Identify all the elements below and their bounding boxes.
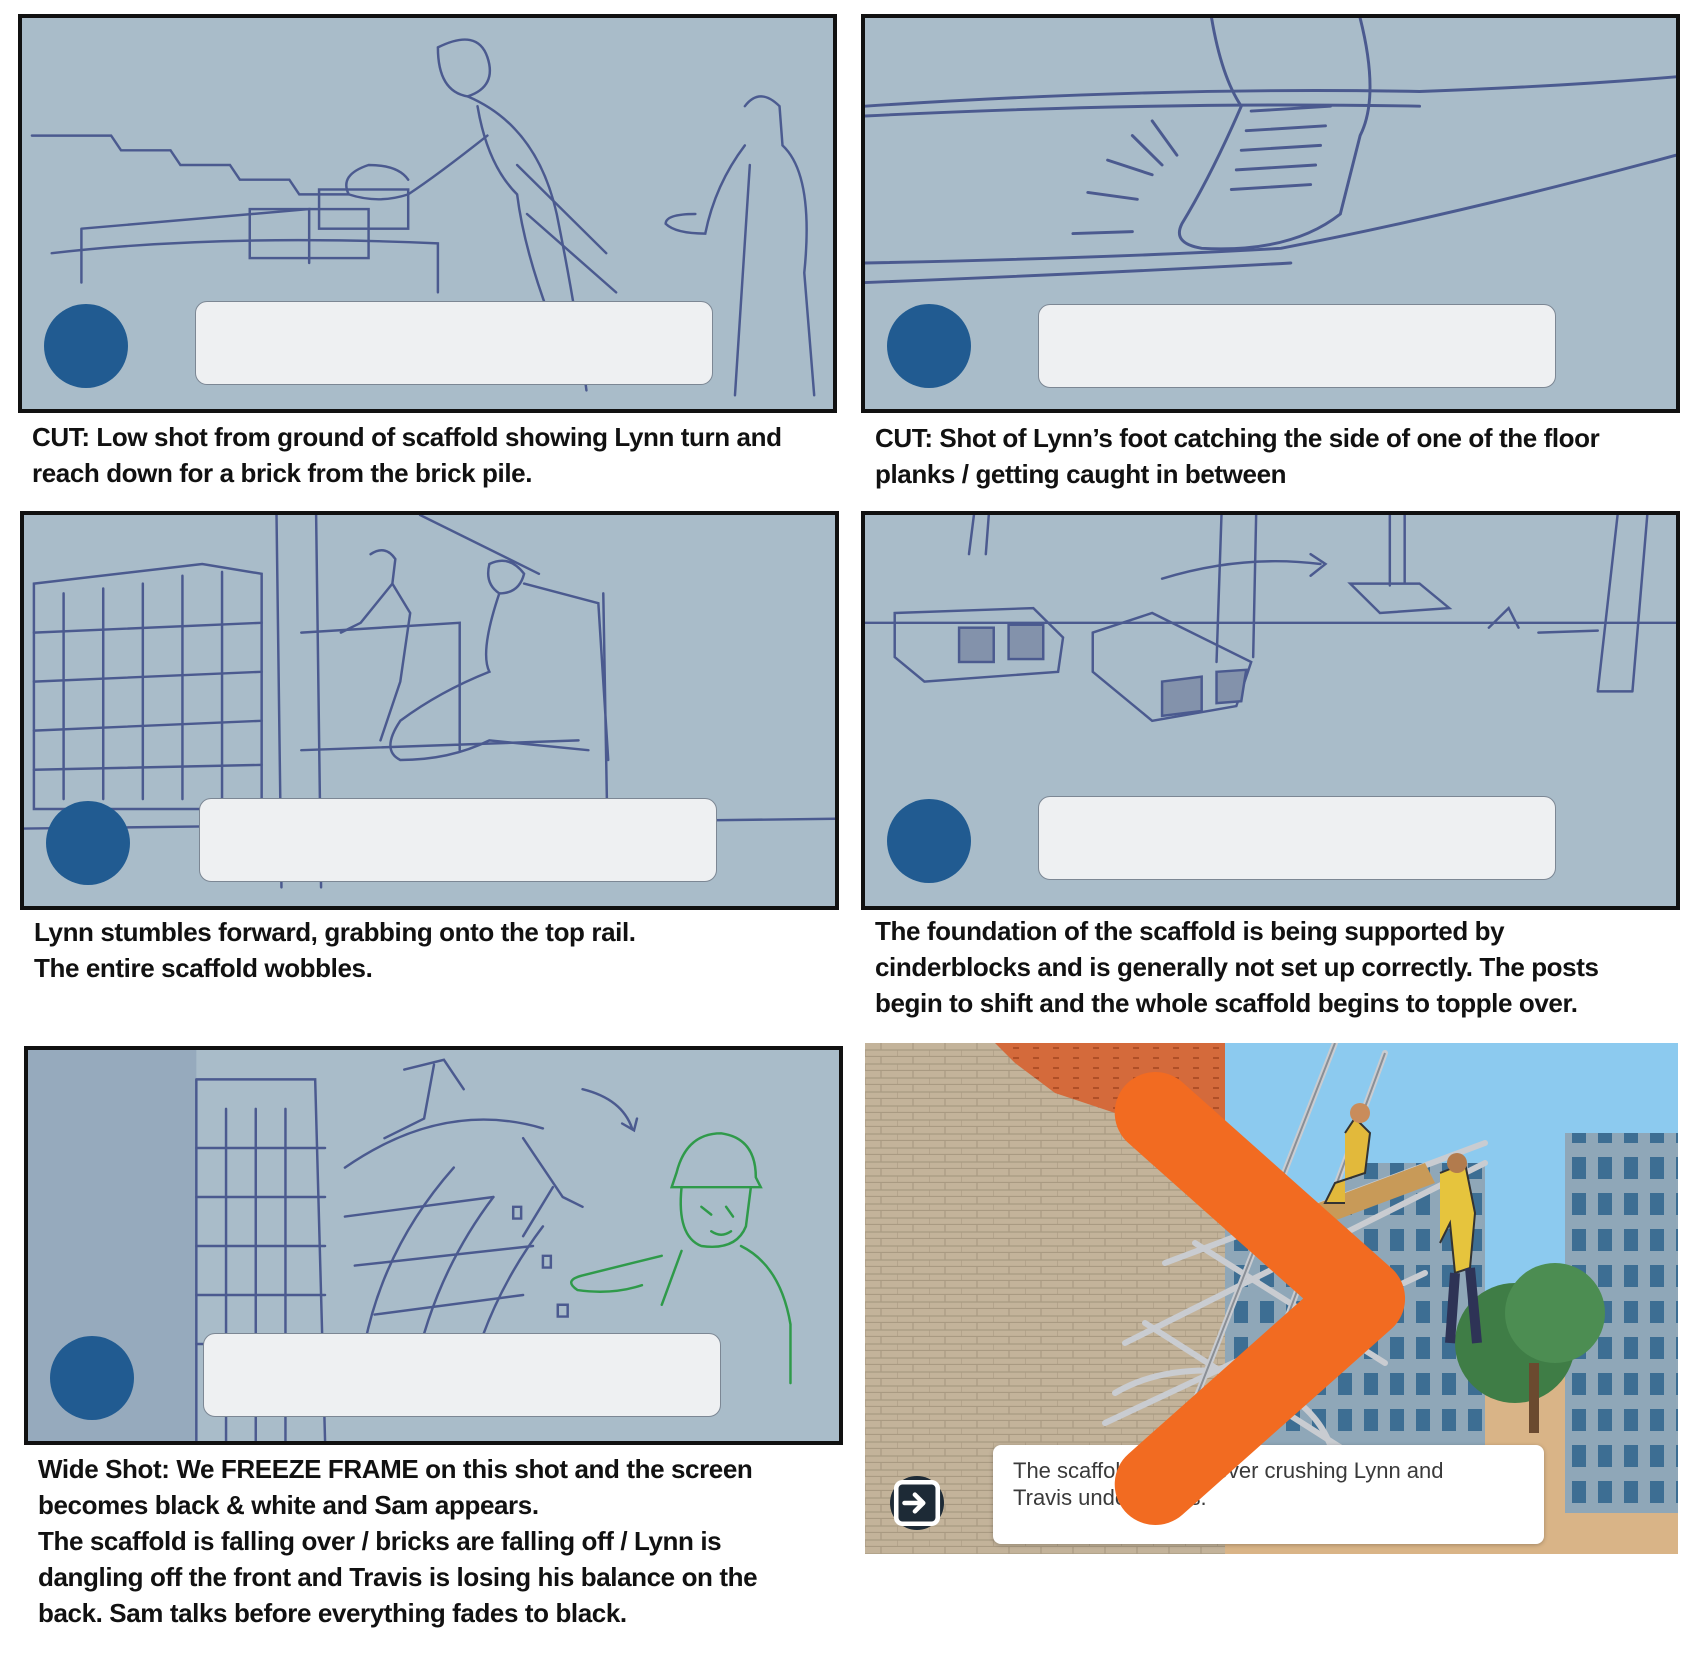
- panel-2-caption: CUT: Shot of Lynn’s foot catching the side of one of the floor planks / getting caught in between: [875, 423, 1600, 489]
- storyboard-panel-2: [861, 14, 1680, 413]
- storyboard-panel-4: [861, 511, 1680, 910]
- game-render-scaffold-topple: [865, 1043, 1678, 1554]
- dialogue-box-placeholder: [1038, 304, 1556, 388]
- dialogue-box-placeholder: [203, 1333, 721, 1417]
- game-dialog-text: The scaffold topples over crushing Lynn and Travis under debris.: [1013, 1458, 1444, 1510]
- panel-1-caption: CUT: Low shot from ground of scaffold showing Lynn turn and reach down for a brick from the brick pile.: [32, 422, 782, 488]
- dialogue-box-placeholder: [199, 798, 717, 882]
- character-avatar-dot: [50, 1336, 134, 1420]
- storyboard-panel-1: [18, 14, 837, 413]
- storyboard-panel-5: [24, 1046, 843, 1445]
- dialogue-box-placeholder: [1038, 796, 1556, 880]
- panel-4-caption: The foundation of the scaffold is being supported by cinderblocks and is generally not set up correctly. The posts begin to shift and the whole scaffold begins to topple over.: [875, 916, 1599, 1018]
- dialogue-box-placeholder: [195, 301, 713, 385]
- character-avatar-dot: [887, 799, 971, 883]
- character-avatar-dot: [887, 304, 971, 388]
- panel-3-caption: Lynn stumbles forward, grabbing onto the top rail. The entire scaffold wobbles.: [34, 917, 636, 983]
- storyboard-panel-3: [20, 511, 839, 910]
- character-avatar-dot: [46, 801, 130, 885]
- chevron-right-icon[interactable]: [865, 1043, 1678, 1554]
- panel-5-caption: Wide Shot: We FREEZE FRAME on this shot and the screen becomes black & white and Sam appears. The scaffold is falling over / bricks are falling off / Lynn is dangling off the front and Travis is losing his balance on the back. Sam talks before everything fades to black.: [38, 1454, 758, 1628]
- character-avatar-dot: [44, 304, 128, 388]
